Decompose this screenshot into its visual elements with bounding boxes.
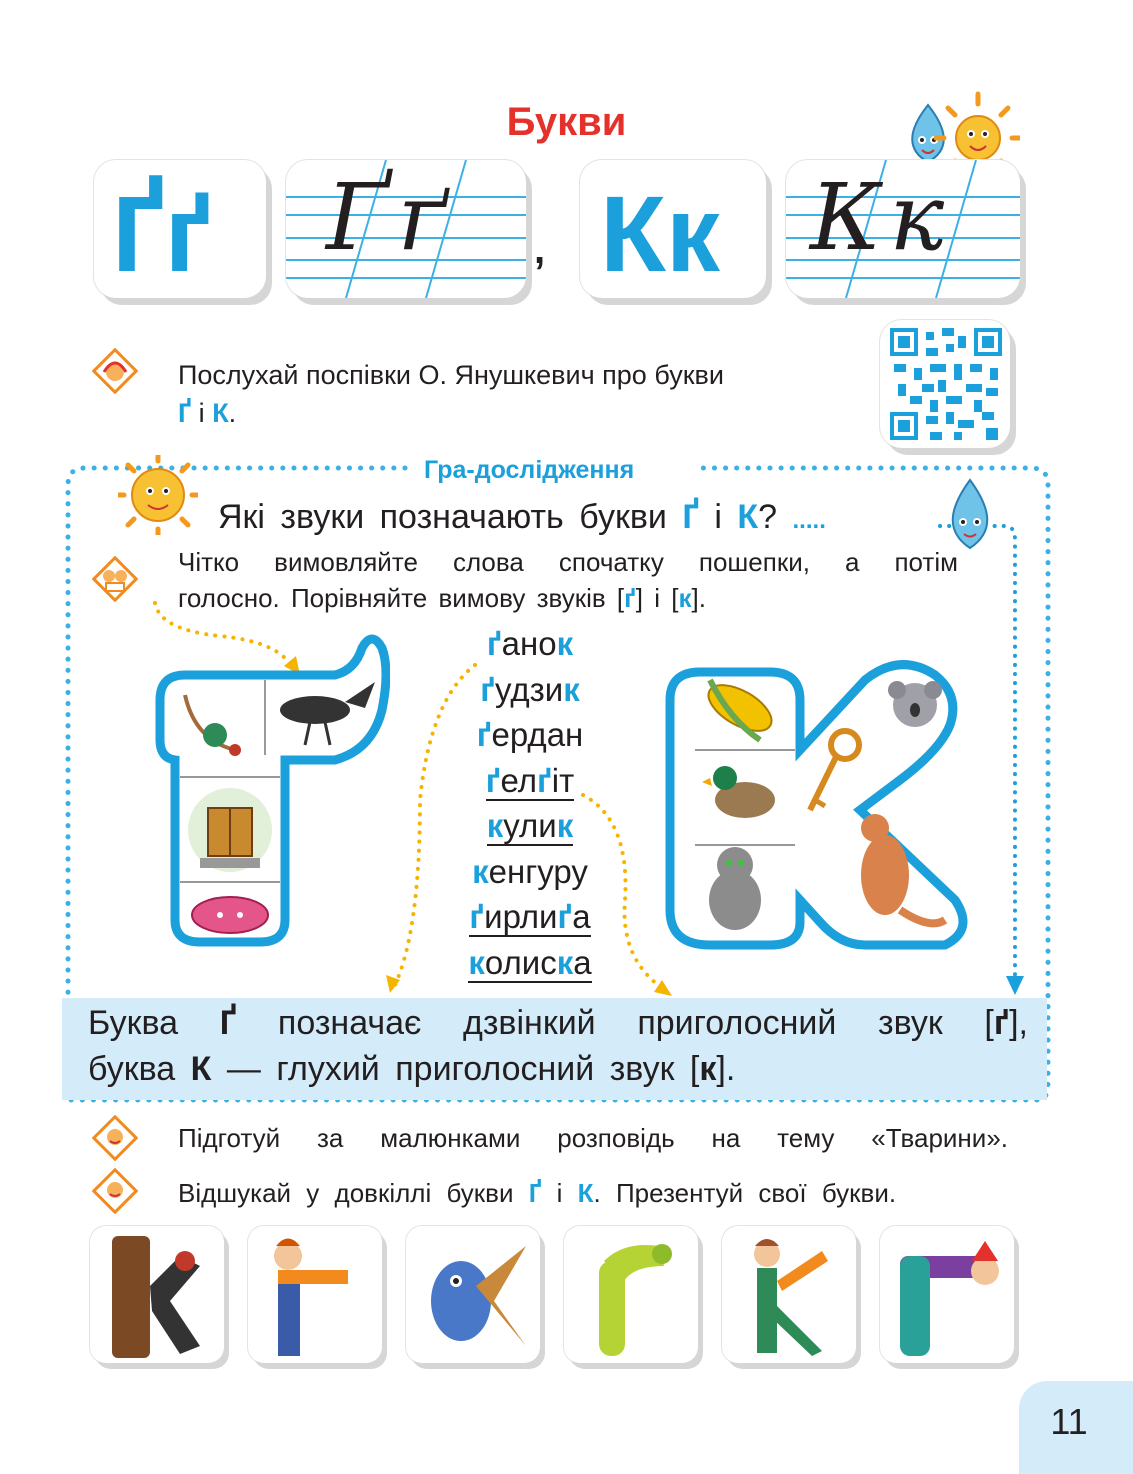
page-number: 11 [1050, 1401, 1088, 1442]
rule-box [62, 998, 1047, 1100]
word-letter-highlight: ґ [480, 670, 495, 708]
puzzle-letter-k [660, 660, 980, 955]
word-letter-highlight: к [556, 943, 574, 981]
task-story: Підготуй за малюнками розповідь на тему «Тварини». [178, 1123, 1008, 1153]
rule-line2 [88, 1046, 735, 1092]
listen-and: і [198, 398, 205, 428]
game-letter-g: Ґ [682, 498, 699, 536]
boy-k-icon [722, 1226, 856, 1363]
porch-icon [188, 788, 272, 872]
rule-l1-letter-g: Ґ [219, 1004, 237, 1042]
button-icon [192, 897, 268, 933]
word-letter-highlight: ґ [557, 898, 573, 935]
rule-l1-sound-g: ґ [993, 1004, 1010, 1042]
word-text [487, 807, 574, 846]
word-text [472, 853, 588, 890]
rule-l2b: — глухий приголосний звук [ [226, 1050, 700, 1088]
raindrop-icon [940, 470, 1000, 555]
letter-k-script: Кк [810, 164, 953, 271]
rule-l2-letter-k: К [190, 1050, 212, 1088]
picture-woodpecker-k [90, 1226, 224, 1363]
word-item [430, 850, 630, 893]
word-text [487, 625, 573, 662]
task2-pre: Відшукай у довкіллі букви [178, 1178, 514, 1208]
bird-k-icon [406, 1226, 540, 1363]
instruction-line1: Чітко вимовляйте слова спочатку пошепки, а потім [178, 547, 958, 577]
word-item [430, 895, 630, 938]
game-label: Гра-дослідження [416, 456, 642, 485]
rule-l2-sound-k: к [699, 1050, 717, 1088]
rule-l2a: буква [88, 1050, 176, 1088]
word-item [430, 759, 630, 802]
caterpillar-g-icon [564, 1226, 698, 1363]
word-letters: ули [503, 807, 557, 844]
page-title: Букви [506, 100, 627, 144]
sun-icon [118, 455, 198, 535]
game-dots: ..... [792, 507, 826, 534]
word-item [430, 668, 630, 711]
word-text [486, 762, 574, 801]
instruction-text [178, 544, 958, 616]
word-item [430, 941, 630, 984]
story-icon [92, 1115, 138, 1161]
task2-letter-g: Ґ [528, 1178, 542, 1208]
clown-g-icon [880, 1226, 1014, 1363]
word-letter-highlight: к [563, 670, 580, 708]
rule-l2c: ]. [716, 1050, 736, 1088]
task-find-letters [178, 1175, 1008, 1211]
word-letters: ердан [491, 716, 584, 753]
game-question-mark: ? [758, 498, 778, 536]
comma: , [534, 228, 546, 272]
word-item [430, 622, 630, 665]
word-text [469, 898, 590, 937]
listen-letter-g: Ґ [178, 398, 192, 428]
word-text [480, 671, 580, 708]
picture-caterpillar-g [564, 1226, 698, 1363]
word-letters: ел [500, 761, 538, 799]
rule-l1a: Буква [88, 1004, 179, 1042]
word-text [468, 944, 591, 983]
instruction-sound-k: к [678, 583, 692, 613]
word-letters: енгуру [488, 852, 588, 890]
word-letters: а [572, 898, 591, 935]
letter-g-script: Ґґ [326, 164, 457, 271]
woodpecker-icon [90, 1226, 224, 1363]
picture-boy-k [722, 1226, 856, 1363]
rule-l1b: позначає дзвінкий приголосний звук [ [277, 1004, 994, 1042]
word-letter-highlight: ґ [476, 716, 492, 753]
page-number-tab [1019, 1381, 1133, 1474]
word-letters: ано [501, 625, 557, 662]
game-question [218, 496, 826, 542]
word-letters: іт [551, 761, 575, 799]
word-letter-highlight: ґ [485, 761, 501, 799]
search-letters-icon [92, 1168, 138, 1214]
word-letter-highlight: к [486, 807, 504, 844]
word-letters: олис [484, 943, 557, 981]
word-letter-highlight: ґ [469, 898, 485, 935]
task2-post: . Презентуй свої букви. [593, 1178, 897, 1208]
rule-line1 [88, 1000, 1028, 1046]
word-letters: а [573, 943, 592, 981]
listen-letter-k: К [212, 398, 229, 428]
word-letters: удзи [494, 670, 564, 708]
instruction-sound-g: ґ [624, 583, 636, 613]
word-letter-highlight: к [556, 625, 574, 662]
picture-clown-g [880, 1226, 1014, 1363]
word-item [430, 804, 630, 847]
game-question-text: Які звуки позначають букви [218, 498, 667, 536]
boy-g-icon [248, 1226, 382, 1363]
task2-letter-k: К [577, 1178, 594, 1208]
word-text [477, 716, 584, 753]
puzzle-letter-g [140, 630, 390, 950]
task2-and: і [556, 1178, 563, 1208]
game-and: і [714, 498, 722, 536]
listen-dot: . [228, 398, 237, 428]
instruction-line2: голосно. Порівняйте вимову звуків [ [178, 583, 625, 613]
rule-l1c: ], [1009, 1004, 1028, 1042]
word-letter-highlight: к [556, 807, 574, 844]
picture-boy-g [248, 1226, 382, 1363]
instruction-mid: ] і [ [635, 583, 679, 613]
instruction-end: ]. [691, 583, 706, 613]
word-letter-highlight: ґ [486, 625, 502, 662]
letter-g-print: Ґґ [112, 173, 213, 294]
word-item [430, 713, 630, 756]
listen-line1: Послухай поспівки О. Янушкевич про букви [178, 360, 724, 390]
game-letter-k: К [737, 498, 759, 536]
word-letter-highlight: к [468, 943, 485, 981]
letter-k-print: Кк [600, 173, 720, 294]
word-letter-highlight: к [472, 852, 489, 890]
word-letter-highlight: ґ [537, 761, 552, 799]
reading-icon [92, 556, 138, 602]
word-letters: ирли [484, 898, 558, 935]
picture-bird-k [406, 1226, 540, 1363]
